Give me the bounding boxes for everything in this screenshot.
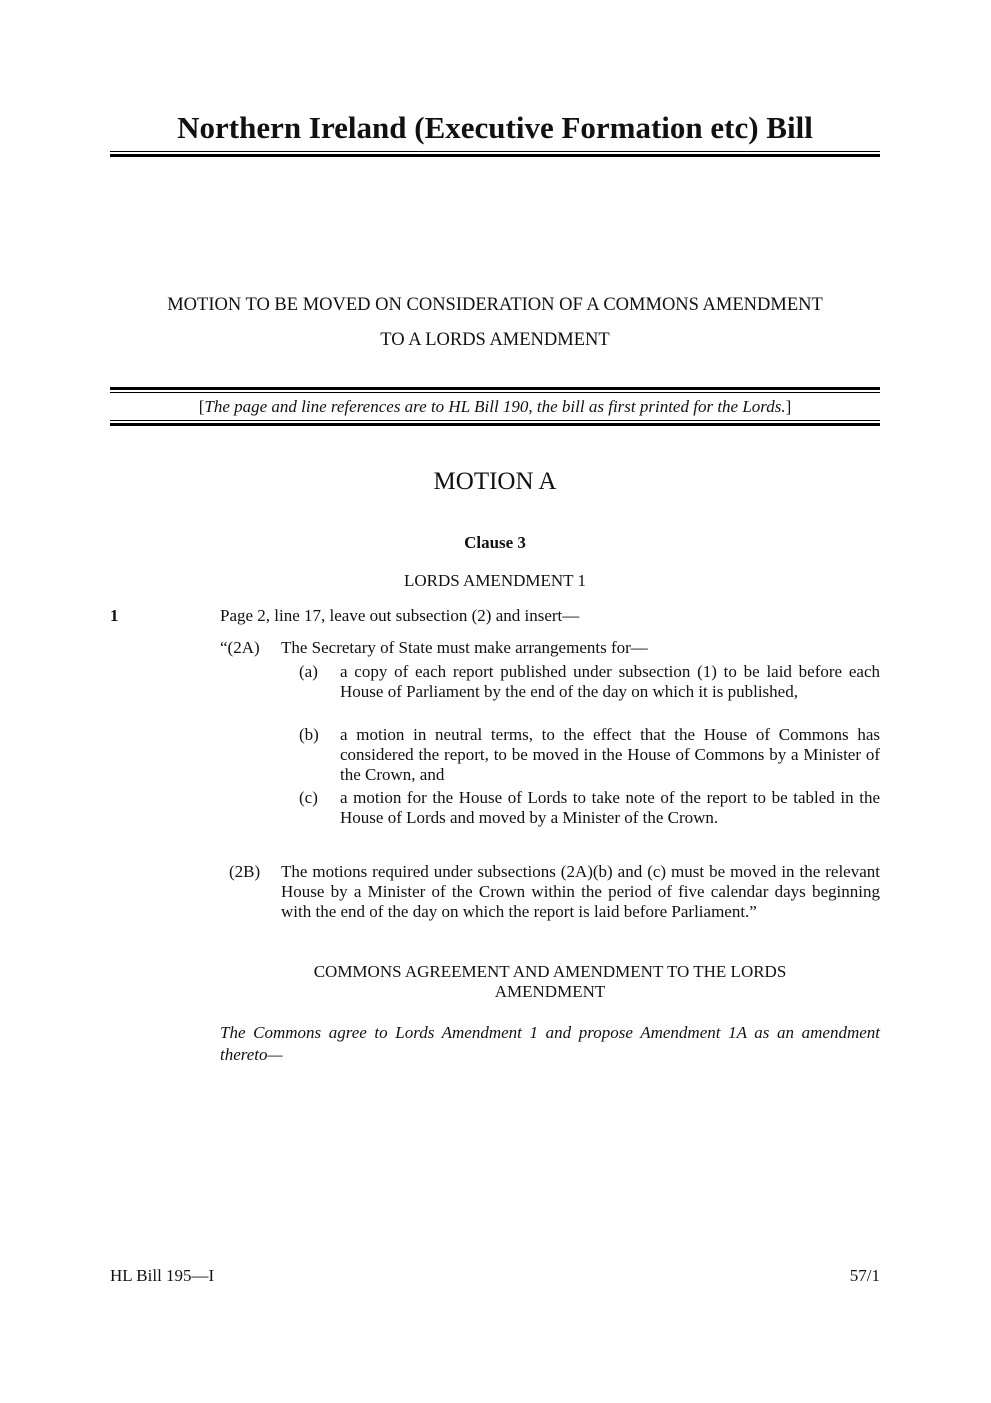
lords-amendment-heading: LORDS AMENDMENT 1 [404,571,586,590]
para-c-text: a motion for the House of Lords to take note of the report to be tabled in the House of Lords and moved by a Minister of the Crown. [340,788,880,827]
reference-note: [The page and line references are to HL Bill 190, the bill as first printed for the Lords.] [198,397,792,416]
note-rule-thin-top [110,392,880,393]
subsection-2a-label: “(2A) [220,638,260,657]
note-rule-thick-top [110,387,880,390]
title-rule-thick [110,154,880,157]
para-c-label: (c) [299,788,318,807]
motion-heading-line1: MOTION TO BE MOVED ON CONSIDERATION OF A COMMONS AMENDMENT [167,295,823,315]
amendment-number: 1 [110,606,119,625]
commons-heading: COMMONS AGREEMENT AND AMENDMENT TO THE LORDS AMENDMENT [313,962,787,1001]
subsection-2b-label: (2B) [229,862,261,881]
para-b-text: a motion in neutral terms, to the effect that the House of Commons has considered the report, to be moved in the House of Commons by a Minister of the Crown, and [340,725,880,784]
motion-label: MOTION A [433,468,557,495]
subsection-2a-text: The Secretary of State must make arrangements for— [281,638,648,657]
para-b-label: (b) [299,725,319,744]
clause-heading: Clause 3 [464,533,526,552]
footer-bill-number: HL Bill 195—I [110,1266,215,1285]
subsection-2b-text: The motions required under subsections (2A)(b) and (c) must be moved in the relevant House by a Minister of the Crown within the period of five calendar days beginning with the end of the day on which the report is laid before Parliament.” [281,862,880,921]
amendment-instruction: Page 2, line 17, leave out subsection (2) and insert— [220,606,580,625]
bill-title: Northern Ireland (Executive Formation etc) Bill [177,110,813,145]
para-a-label: (a) [299,662,318,681]
motion-heading-line2: TO A LORDS AMENDMENT [380,330,610,350]
footer-page-ref: 57/1 [849,1266,880,1285]
note-rule-thick-bottom [110,423,880,426]
title-rule-thin [110,151,880,152]
commons-text: The Commons agree to Lords Amendment 1 and propose Amendment 1A as an amendment thereto— [220,1023,880,1064]
para-a-text: a copy of each report published under subsection (1) to be laid before each House of Parliament by the end of the day on which it is published, [340,662,880,701]
note-rule-thin-bottom [110,420,880,421]
